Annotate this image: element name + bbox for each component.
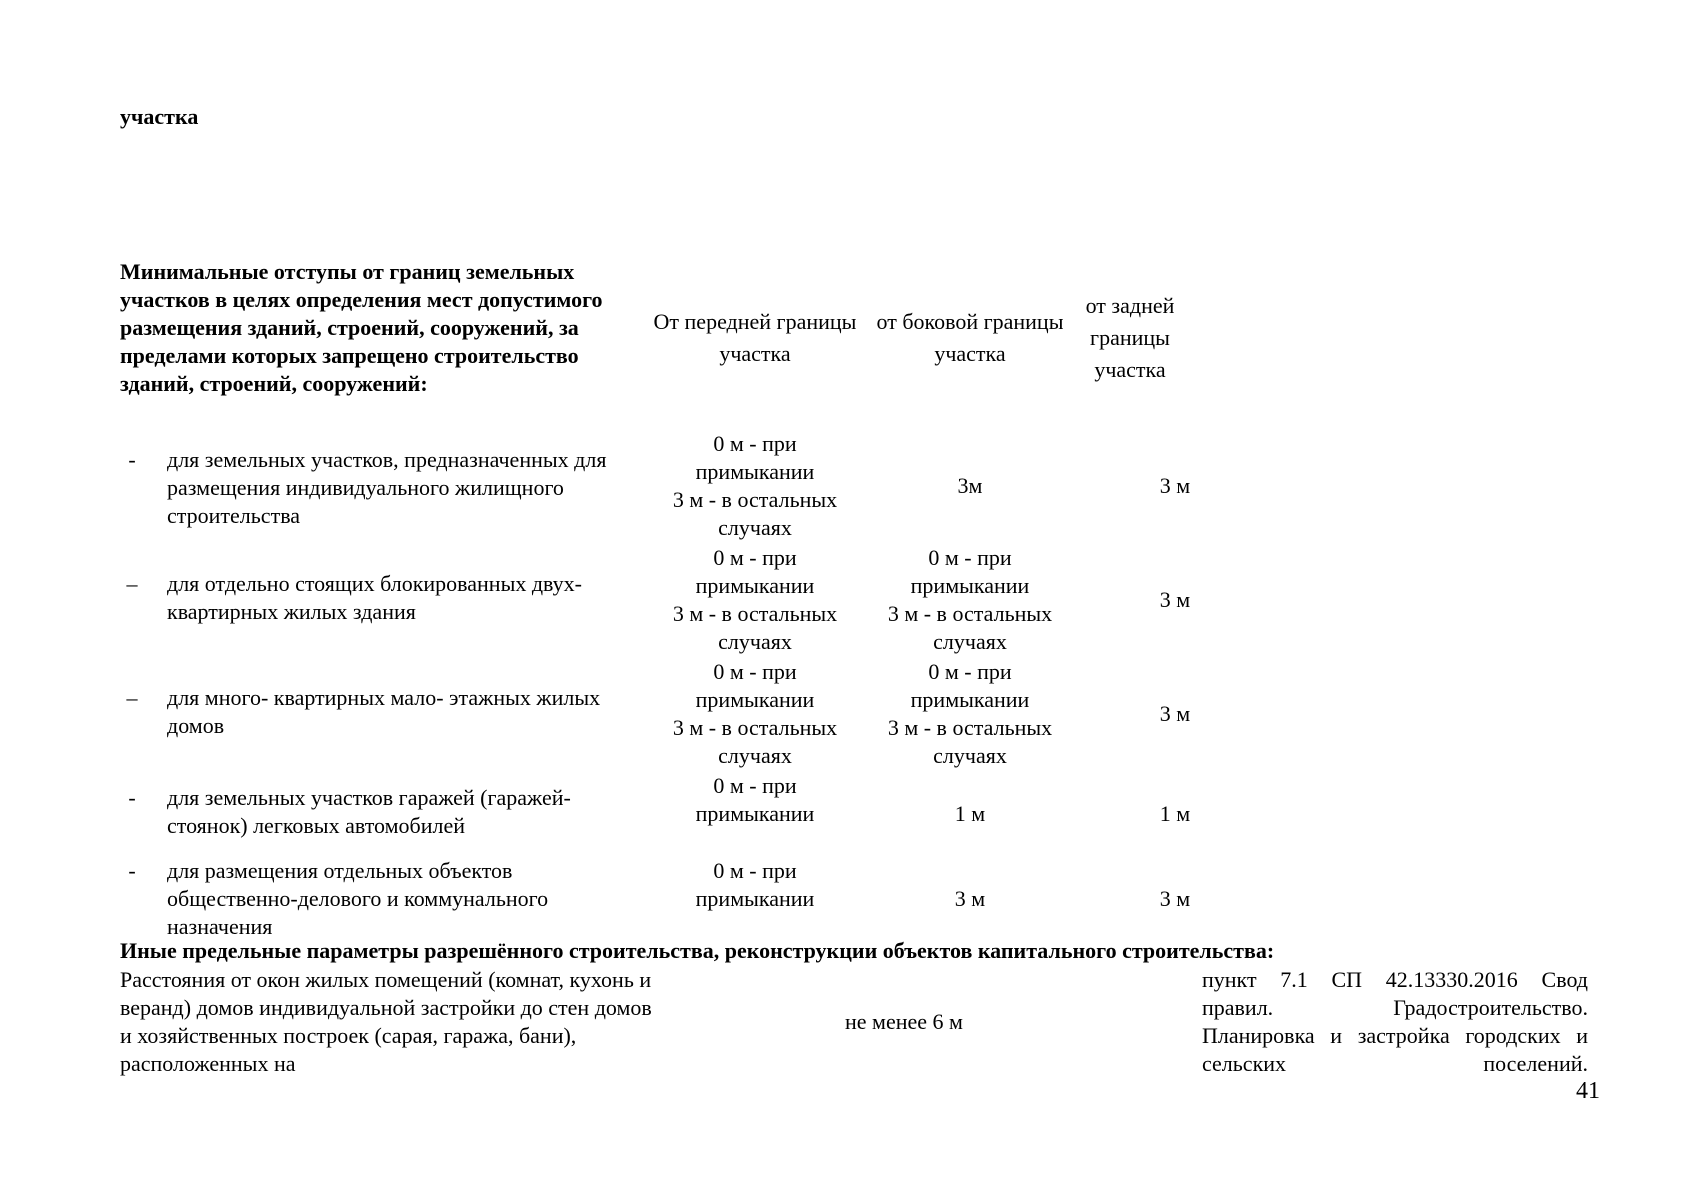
cell-side — [870, 885, 1070, 913]
distance-requirement-text: Расстояния от окон жилых помещений (комнат, кухонь и веранд) домов индивидуальной застройки до стен домов и хозяйственных построек (сарая, гаража, бани), расположенных на — [120, 967, 652, 1076]
cell-line: 3 м - в остальных — [672, 715, 838, 740]
cell-line: 3 м - в остальных — [887, 601, 1053, 626]
cell-line: случаях — [718, 629, 792, 654]
cell-line: случаях — [933, 743, 1007, 768]
cell-line: случаях — [933, 629, 1007, 654]
cell-side — [870, 544, 1070, 656]
cell-line: примыкании — [695, 886, 815, 911]
cell-side — [870, 658, 1070, 770]
cell-line: случаях — [718, 515, 792, 540]
cell-front — [655, 544, 855, 656]
table-row — [110, 544, 1210, 654]
row-description: для земельных участков, предназначенных для размещения индивидуального жилищного строительства — [167, 447, 607, 528]
cell-line: примыкании — [695, 573, 815, 598]
reference-line: сельских поселений. — [1202, 1051, 1588, 1076]
cell-front — [655, 857, 855, 913]
normative-reference — [1202, 966, 1588, 1078]
cell-side — [870, 800, 1070, 828]
cell-line: 0 м - при — [713, 431, 797, 456]
row-marker: – — [126, 685, 138, 710]
cell-line: 0 м - при — [928, 659, 1012, 684]
cell-line: 3 м — [954, 886, 986, 911]
cell-rear: 3 м — [1159, 473, 1191, 498]
row-description: для размещения отдельных объектов общественно-делового и коммунального назначения — [167, 858, 549, 939]
column-header-side: от боковой границы участка — [876, 309, 1064, 366]
cell-front — [655, 772, 855, 828]
row-description: для земельных участков гаражей (гаражей-стоянок) легковых автомобилей — [167, 785, 571, 838]
cell-line: примыкании — [695, 687, 815, 712]
row-marker: - — [128, 447, 136, 472]
column-header-front: От передней границы участка — [653, 309, 857, 366]
section-heading: Минимальные отступы от границ земельных участков в целях определения мест допустимого размещения зданий, строений, сооружений, за пределами которых запрещено строительство зданий, строений, сооружений: — [120, 259, 603, 396]
cell-line: примыкании — [910, 687, 1030, 712]
cell-rear: 3 м — [1159, 587, 1191, 612]
row-marker: - — [128, 858, 136, 883]
row-marker: – — [126, 571, 138, 596]
reference-line: пункт 7.1 СП 42.13330.2016 Свод — [1202, 967, 1588, 992]
other-parameters-heading: Иные предельные параметры разрешённого строительства, реконструкции объектов капитального строительства: — [120, 938, 1275, 963]
cell-rear: 1 м — [1159, 801, 1191, 826]
cell-side — [870, 472, 1070, 500]
cell-line: 3 м - в остальных — [887, 715, 1053, 740]
reference-line: правил. Градостроительство. — [1202, 995, 1588, 1020]
table-row — [110, 658, 1210, 768]
cell-line: примыкании — [695, 459, 815, 484]
cell-line: 1 м — [954, 801, 986, 826]
cell-front — [655, 430, 855, 542]
distance-requirement-value: не менее 6 м — [845, 1009, 963, 1034]
table-row — [110, 772, 1210, 852]
cell-line: 0 м - при — [713, 545, 797, 570]
cell-line: 3 м - в остальных — [672, 601, 838, 626]
table-row — [110, 430, 1210, 540]
cell-line: 0 м - при — [713, 773, 797, 798]
page-heading-fragment: участка — [120, 104, 199, 129]
cell-rear: 3 м — [1159, 701, 1191, 726]
cell-rear: 3 м — [1159, 886, 1191, 911]
cell-front — [655, 658, 855, 770]
reference-line: Планировка и застройка городских и — [1202, 1023, 1588, 1048]
cell-line: случаях — [718, 743, 792, 768]
cell-line: 0 м - при — [713, 659, 797, 684]
cell-line: 0 м - при — [928, 545, 1012, 570]
column-header-rear: от задней границы участка — [1085, 293, 1175, 382]
cell-line: 3м — [957, 473, 983, 498]
row-description: для много- квартирных мало- этажных жилых домов — [167, 685, 601, 738]
table-row — [110, 857, 1210, 941]
cell-line: примыкании — [695, 801, 815, 826]
cell-line: 3 м - в остальных — [672, 487, 838, 512]
cell-line: 0 м - при — [713, 858, 797, 883]
cell-line: примыкании — [910, 573, 1030, 598]
page-number: 41 — [1576, 1078, 1600, 1104]
row-marker: - — [128, 785, 136, 810]
row-description: для отдельно стоящих блокированных двух- квартирных жилых здания — [167, 571, 583, 624]
